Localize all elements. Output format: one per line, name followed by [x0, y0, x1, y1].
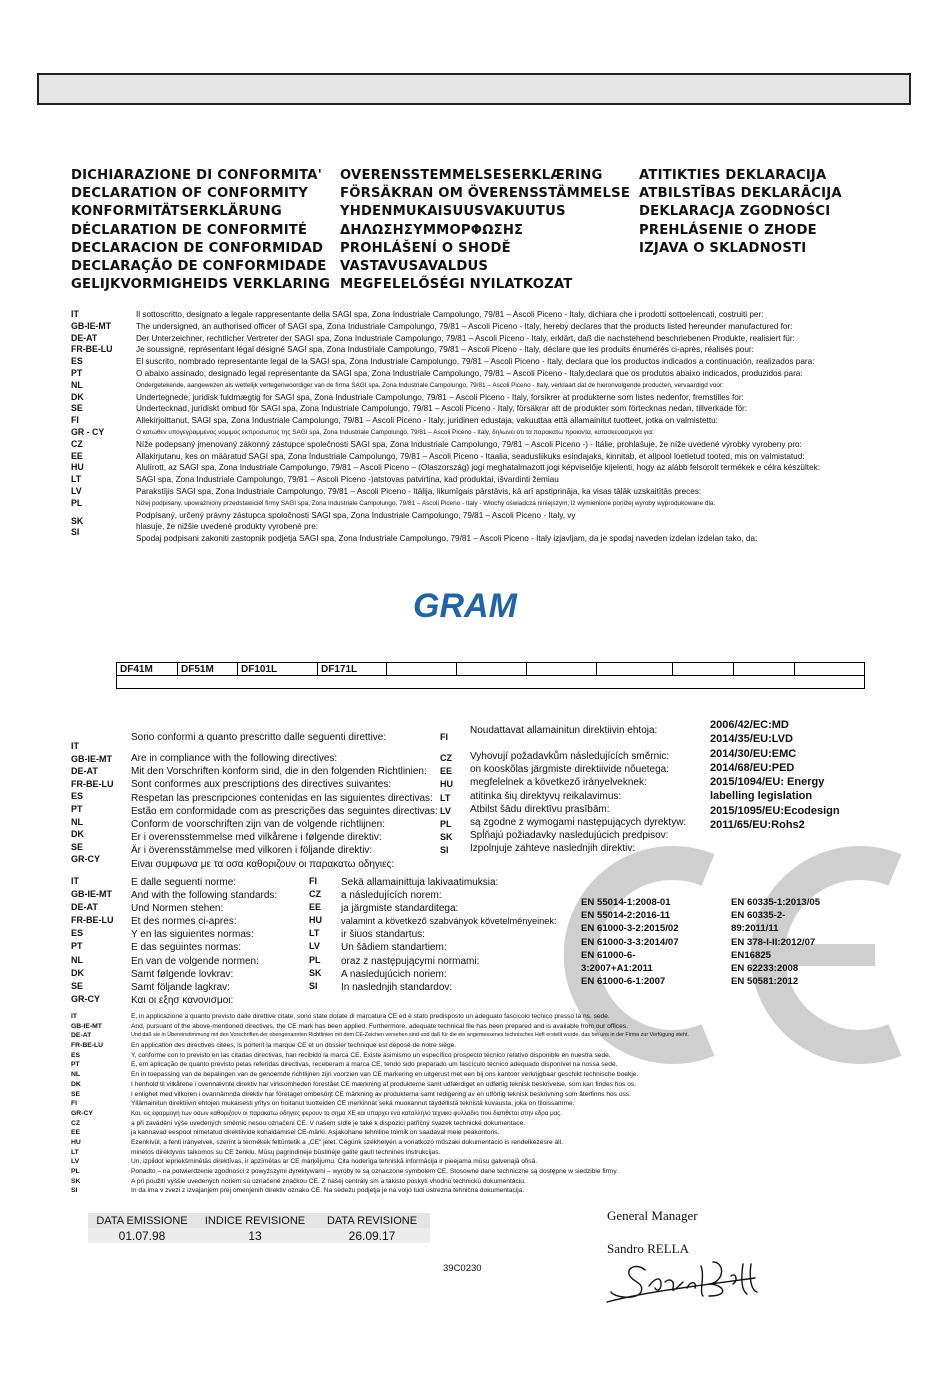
lang-code: SE	[71, 403, 83, 414]
lang-code: HU	[71, 1138, 81, 1146]
directives-list	[710, 718, 840, 832]
intro-line: Undertecknad, juridiskt ombud för SAGI spa, Zona Industriale Campolungo, 79/81 – Ascoli Piceno - Italy, försäkrar att de produkter som förtecknas nedan, tillverkade för:	[136, 404, 748, 414]
lang-code: FR-BE-LU	[71, 778, 114, 789]
standard-item: EN 55014-1:2008-01	[581, 897, 671, 908]
ce-line: En application des directives citées, ls portent la marque CE et un dossier technique est déposé de notre siège.	[131, 1042, 457, 1050]
title-line: OVERENSSTEMMELSESERKLÆRING	[340, 168, 603, 183]
lang-code: FI	[440, 732, 448, 742]
lang-code: EE	[71, 450, 83, 461]
gram-logo	[395, 585, 535, 625]
intro-line: SAGI spa, Zona Industriale Campolungo, 79/81 – Ascoli Piceno -)atstovas patvirtina, kad produktai, išvardinti žemiau	[136, 475, 559, 485]
standards-list-2	[731, 896, 820, 988]
title-line: FÖRSÄKRAN OM ÖVERENSSTÄMMELSE	[340, 186, 631, 202]
lang-code: ES	[71, 928, 84, 939]
standard-item: 89:2011/11	[731, 923, 779, 935]
directive-text: megfelelnek a következő irányelveknek:	[470, 777, 647, 789]
lang-code: CZ	[440, 753, 452, 763]
title-line: MEGFELELŐSÉGI NYILATKOZAT	[340, 277, 573, 293]
directive-text: Conform de voorschriften zijn van de volgende richtlijnen:	[131, 818, 386, 830]
model-cell	[734, 663, 795, 676]
revision-value: 13	[248, 1228, 262, 1243]
title-line: DECLARATION OF CONFORMITY	[71, 186, 309, 202]
lang-code: LT	[71, 1148, 79, 1156]
signature-name: Sandro RELLA	[607, 1241, 689, 1256]
model-cell	[527, 663, 597, 676]
lang-code: SI	[71, 1187, 78, 1195]
ce-line: Und daß sie in Übereinstimmung mit den Vorschriften der obengenannten Richtlinien mit dem CE-Zeichen versehen sind und daß für die ein angemessenes technisches Heft erstellt wurde, das bei uns in der Firma zur Verfügung steht.	[131, 1032, 689, 1039]
intro-line: O abaixo assinado, designado legal representante da SAGI spa, Zona Industriale Campolungo, 79/81 – Ascoli Piceno - Italy,declara que os produtos abaixo indicados, produzidos para:	[136, 368, 803, 378]
ce-text-lines	[131, 1012, 859, 1196]
lang-code: FR-BE-LU	[71, 344, 113, 355]
title-line: IZJAVA O SKLADNOSTI	[639, 240, 807, 256]
lang-code: EE	[440, 766, 453, 777]
intro-line: hlasuje, že nižšie uvedené produkty vyrobené pre:	[136, 522, 319, 532]
directive-text: Respetan las prescripciones contenidas en las siguientes directivas:	[131, 792, 433, 804]
directive-item: 2014/35/EU:LVD	[710, 733, 793, 746]
standard-text: E das seguintes normas:	[131, 942, 242, 954]
directives-codes-right	[440, 732, 453, 859]
title-line: KONFORMITÄTSERKLÄRUNG	[71, 204, 282, 220]
ce-line: Ponadto – na potwierdzenie zgodności z powyższymi dyrektywami – wyroby te są oznaczone symbolem CE. Stosowne dane techniczne są dostępne w siedzibie firmy.	[131, 1168, 618, 1175]
directive-text: są zgodne z wymogami następujących dyrektyw:	[470, 816, 687, 828]
lang-code: PL	[71, 497, 83, 508]
models-table	[116, 662, 865, 689]
model-cell	[673, 663, 734, 676]
lang-code: GR-CY	[71, 993, 100, 1004]
lang-code: FI	[309, 876, 317, 886]
directive-text: Mit den Vorschriften konform sind, die in den folgenden Richtlinien:	[131, 766, 427, 778]
lang-code: ES	[71, 1051, 81, 1059]
ce-line: Yllämainitun direktiivin ehtojen mukaisesti yritys on hoitanut tuotteiden CE merkinnät sekä muokannut täydellistä teknistä kuvausta, joka on tiloissamme.	[131, 1100, 575, 1108]
intro-line: Allakirjutanu, kes on määratud SAGI spa, Zona Industriale Campolungo, 79/81 – Ascoli Piceno - Itaalia, seadusliikuks esindajaks, kinnitab, et allpool loetletud tooted, mis on valmistatud:	[136, 451, 805, 461]
ce-line: Y, conforme con lo previsto en las citadas directivas, han recibido la marca CE. Existe asimismo un específico prospecto técnico relativo disponible en nuestra sede.	[131, 1051, 611, 1059]
ce-line: E, in applicazione a quanto previsto dalle direttive citate, sono state dotate di marcatura CE ed è stato predisposto un adeguato fascicolo tecnico presso la ns. sede.	[131, 1013, 610, 1020]
revision-header: INDICE REVISIONE	[204, 1214, 306, 1227]
lang-code: PL	[309, 954, 321, 965]
standard-text: Un šādiem standartiem:	[341, 942, 447, 954]
intro-line: El suscrito, nombrado representante legal de la SAGI spa, Zona Industriale Campolungo, 79/81 – Ascoli Piceno - Italy, declara que los productos indicados a continuación, realizados para:	[136, 357, 815, 367]
ce-line: And, pursuant of the above-mentioned directives, the CE mark has been applied. Furthermore, adequate technical file has been prepared and is available from our offices.	[131, 1022, 628, 1030]
directive-text: atitinka šių direktyvų reikalavimus:	[470, 790, 622, 802]
ce-line: I enlighet med vilkoren i ovannämnda direktiv har företaget ombesörjt CE märkning av produkterna samt redigering av en utförlig teknisk beskrivning som återfinns hos oss.	[131, 1090, 631, 1098]
lang-code: NL	[71, 954, 83, 965]
intro-line: Je soussigné, représentant légal désigné SAGI spa, Zona Industriale Campolungo, 79/81 – Ascoli Piceno - Italy, déclare que les produits énumérés ci-après, réalisés pour:	[136, 345, 754, 355]
lang-code: PT	[71, 1061, 80, 1069]
lang-code: DK	[71, 1080, 81, 1088]
standard-item: EN 61000-6-	[581, 949, 636, 961]
lang-code: LV	[71, 485, 82, 496]
title-line: VASTAVUSAVALDUS	[340, 258, 489, 274]
lang-code: SI	[71, 527, 80, 538]
lang-code: PL	[440, 818, 452, 829]
lang-code: ES	[71, 791, 84, 802]
standards-codes-left	[71, 876, 114, 1007]
lang-code: IT	[71, 876, 79, 886]
lang-code: LV	[440, 805, 451, 816]
lang-code: FI	[71, 415, 79, 426]
directive-text: Sont conformes aux prescriptions des directives suivantes:	[131, 779, 392, 791]
lang-code: IT	[71, 309, 79, 319]
header-bar	[37, 73, 911, 105]
lang-code: LT	[440, 792, 451, 803]
directive-item: 2014/68/EU:PED	[710, 761, 795, 774]
ce-line: I henhold til vilkårene i ovennævnte direktiv har virksomheden forestået CE mærkning af produkterne samt udfærdiget en udførlig teknisk beskrivelse, som kan findes hos os.	[131, 1080, 637, 1088]
standard-text: Samt följande lagkrav:	[131, 981, 230, 993]
standard-item: EN 61000-6-1:2007	[581, 976, 666, 988]
title-line: DÉCLARATION DE CONFORMITÉ	[71, 222, 308, 238]
directive-text: Atbilst šādu direktīvu prasībām:	[470, 803, 610, 815]
intro-line: The undersigned, an authorised officer of SAGI spa, Zona Industriale Campolungo, 79/81 – Ascoli Piceno - Italy, hereby declares that the products listed hereunder manufactured for:	[136, 321, 793, 331]
standard-text: ja järgmiste standarditega:	[341, 903, 459, 915]
revision-value: 01.07.98	[118, 1228, 166, 1243]
lang-code: PT	[71, 941, 83, 952]
model-cell: DF101L	[238, 663, 318, 676]
lang-code: FR-BE-LU	[71, 915, 114, 926]
directive-text: Er i overensstemmelse med vilkårene i følgende direktiv:	[131, 832, 382, 844]
directive-text: on kooskõlas järgmiste direktiivide nõuetega:	[470, 764, 669, 776]
lang-code: DE-AT	[71, 766, 98, 777]
standard-text: ir šiuos standartus:	[341, 929, 425, 941]
directive-item: 2014/30/EU:EMC	[710, 747, 797, 760]
directives-text-right	[470, 724, 686, 856]
standards-text-right	[341, 876, 557, 994]
lang-code: SK	[71, 515, 84, 526]
lang-code: LT	[71, 474, 82, 485]
standard-text: Et des normes ci-apres:	[131, 916, 237, 928]
ce-line: a při zavádění výše uvedených směrnic nesou označení CE. V našem sídle je také k dispozici patřičný svazek technické dokumentace.	[131, 1119, 525, 1127]
standard-text: In naslednjih standardov:	[341, 981, 453, 993]
title-line: ΔΗΛΩΣΗΣΥΜΜΟΡΦΩΣΗΣ	[340, 222, 524, 238]
directive-item: 2015/1095/EU:Ecodesign	[710, 804, 840, 817]
standard-item: 3:2007+A1:2011	[581, 962, 653, 974]
title-line: DICHIARAZIONE DI CONFORMITA'	[71, 168, 322, 183]
revision-value: 26.09.17	[348, 1228, 396, 1243]
directive-text: Eινaι συμφωνα με τα οσα καθοριζουν οι παρακατω οδηγιες:	[131, 858, 395, 870]
titles-col-3	[639, 167, 842, 258]
standard-text: valamint a következő szabványok követelményeinek:	[341, 916, 557, 927]
lang-code: DK	[71, 391, 84, 402]
directive-item: labelling legislation	[710, 790, 813, 803]
intro-line: Niżej podpisany, upoważniony przedstawiciel firmy SAGI spa, Zona Industriale Campolungo, 79/81 – Ascoli Piceno - Italy - Włochy oświadcza niniejszym, iż wymienione poniżej wyroby wyprodukowane dla:	[136, 499, 716, 507]
intro-line: Ο κατωθεν υπογεγραμμενος νομιμος εκπροσωπος της SAGI spa, Zona Industriale Campolungo, 79/81 – Ascoli Piceno - Italy, δηλωνει οτι τα παρακατω προιοντα, κατασκευασμενα για:	[136, 428, 654, 436]
lang-code: SI	[440, 845, 449, 856]
directives-codes-left	[71, 740, 114, 866]
lang-code: CZ	[309, 889, 321, 900]
ce-line: E, em aplicação de quanto previsto pelas referidas directivas, receberam a marca CE, tendo sido preparado um fascículo técnico adequado disponível na nossa sede.	[131, 1061, 618, 1069]
lang-code: SI	[309, 980, 318, 991]
directive-text: Är i överensstämmelse med vilkoren i följande direktiv:	[131, 845, 373, 857]
title-line: GELIJKVORMIGHEIDS VERKLARING	[71, 277, 331, 293]
title-line: DEKLARACJA ZGODNOŚCI	[639, 204, 831, 220]
lang-code: SK	[440, 832, 453, 843]
model-cell	[795, 663, 865, 676]
signature-title: General Manager	[607, 1208, 698, 1223]
intro-line: Spodaj podpisani zakoniti zastopnik podjetja SAGI spa, Zona Industriale Campolungo, 79/81 – Ascoli Piceno - Italy izjavljam, da je spodaj naveden izdelan izdelan tako, da:	[136, 534, 758, 544]
lang-code: NL	[71, 1071, 81, 1079]
directive-item: 2011/65/EU:Rohs2	[710, 819, 805, 832]
model-cell: DF41M	[117, 663, 178, 676]
ce-line: In da ima v zvezi z izvajanjem prej omenjenih direktiv oznako CE. Na sedežu podjetja je na voljo tudi ustrezna tehnična dokumentacija.	[131, 1187, 525, 1195]
titles-col-2	[340, 167, 630, 294]
standard-text: E dalle seguenti norme:	[131, 877, 237, 888]
directive-text: Are in compliance with the following directives:	[131, 753, 338, 764]
lang-code: NL	[71, 816, 83, 827]
lang-code: GB-IE-MT	[71, 889, 112, 900]
logo-text: GRAM	[413, 587, 517, 625]
directive-text: Noudattavat allamainitun direktiivin ehtoja:	[470, 725, 658, 736]
intro-line: Alulírott, az SAGI spa, Zona Industriale Campolungo, 79/81 – Ascoli Piceno – (Olaszország) jogi meghatalmazott jogi képviselője kijelenti, hogy az alább felsorolt termékek e célra készültek:	[136, 463, 821, 473]
lang-code: LV	[71, 1158, 80, 1166]
directive-text: Sono conformi a quanto prescritto dalle seguenti direttive:	[131, 732, 387, 743]
lang-code: IT	[71, 741, 79, 751]
directives-text-left	[131, 731, 438, 871]
lang-code: GR - CY	[71, 426, 105, 437]
lang-code: CZ	[71, 438, 83, 449]
lang-code: IT	[71, 1013, 78, 1020]
revision-header: DATA EMISSIONE	[96, 1214, 188, 1227]
lang-code: EE	[309, 902, 322, 913]
lang-code: HU	[440, 779, 453, 790]
lang-code: GR-CY	[71, 1109, 93, 1117]
title-line: DECLARACION DE CONFORMIDAD	[71, 240, 324, 256]
lang-code: SK	[71, 1177, 81, 1185]
revision-table	[88, 1213, 430, 1243]
lang-code: GB-IE-MT	[71, 320, 112, 331]
standard-item: EN 60335-2-	[731, 910, 786, 922]
lang-code: HU	[71, 462, 84, 473]
standards-list-1	[581, 896, 679, 988]
models-table-wrap	[116, 662, 865, 689]
revision-table-wrap	[88, 1213, 430, 1243]
intro-line: Il sottoscritto, designato a legale rappresentante della SAGI spa, Zona Industriale Campolungo, 79/81 – Ascoli Piceno - Italy, dichiara che i prodotti sottoelencati, costruiti per:	[136, 310, 764, 319]
directive-item: 2006/42/EC:MD	[710, 719, 789, 731]
revision-header: DATA REVISIONE	[326, 1214, 418, 1227]
lang-code: EE	[71, 1129, 81, 1137]
lang-code: DK	[71, 967, 84, 978]
lang-code: FR-BE-LU	[71, 1042, 104, 1050]
lang-code: PT	[71, 803, 83, 814]
model-cell: DF51M	[178, 663, 238, 676]
standard-text: Sekä allamainittuja lakivaatimuksia:	[341, 877, 499, 888]
standard-text: En van de volgende normen:	[131, 955, 259, 967]
lang-code: DE-AT	[71, 1032, 92, 1040]
ce-line: Ezenkívül, a fenti irányelvek, szerint a termékek feltüntetik a „CE" jelet. Cégünk székhelyén a vonatkozó műszaki dokumentáció is rendelkezésre áll.	[131, 1138, 563, 1146]
standards-codes-right	[309, 876, 322, 994]
lang-code: ES	[71, 356, 83, 367]
lang-code: PL	[71, 1168, 80, 1175]
lang-code: SE	[71, 1090, 81, 1098]
standard-text: Και οι εξησ κανονισμοι:	[131, 994, 234, 1006]
lang-code: SK	[309, 967, 322, 978]
lang-code: DK	[71, 829, 84, 840]
directive-text: Izpolnjuje zahteve naslednjih direktiv:	[470, 843, 636, 855]
intro-text	[136, 309, 856, 545]
intro-codes	[71, 309, 113, 539]
ce-line: minėtos direktyvos taikomos su CE ženklu. Mūsų pagrindinėje būstinėje galite gauti technines instrukcijas.	[131, 1148, 441, 1156]
title-line: ATBILSTĪBAS DEKLARĀCIJA	[639, 186, 842, 202]
model-row-blank	[117, 676, 865, 689]
standard-item: EN 62233:2008	[731, 962, 799, 974]
intro-line: Der Unterzeichner, rechtlicher Vertreter der SAGI spa, Zona Industriale Campolungo, 79/81 – Ascoli Piceno - Italy, erklärt, daß die nachstehend beschriebenen Produkte, realisiert für:	[136, 333, 795, 343]
intro-line: Podpísaný, určený právny zástupca spoločnosti SAGI spa, Zona Industriale Campolungo, 79/81 – Ascoli Piceno - Italy, vy	[136, 510, 576, 520]
intro-line: Allekirjoittanut, SAGI spa, Zona Industriale Campolungo, 79/81 – Ascoli Piceno - Italy, juridinen edustaja, vakuuttaa että allamainitut tuotteet, jotka on valmistettu:	[136, 416, 718, 426]
lang-code: GB-IE-MT	[71, 753, 112, 764]
intro-line: Ondergetekende, aangewezen als wettelijk vertegenwoordiger van de firma SAGI spa, Zona Industriale Campolungo, 79/81 – Ascoli Piceno - Italy, verklaart dat de hieronvolgende producten, vervaardigd voor:	[136, 381, 724, 389]
standard-item: EN 60335-1:2013/05	[731, 897, 821, 908]
ce-text-codes	[71, 1012, 103, 1196]
document-code: 39C0230	[443, 1263, 482, 1274]
lang-code: CZ	[71, 1119, 81, 1127]
titles-col-1	[71, 167, 330, 294]
lang-code: SE	[71, 841, 84, 852]
standard-item: EN 50581:2012	[731, 976, 799, 988]
title-line: YHDENMUKAISUUSVAKUUTUS	[340, 204, 566, 220]
ce-line: Και, εις εφαρμογη των οσων καθοριζουν οι παρακατω οδηγιες φερουν το σημα ΧΕ και υπαρχει ενα καταλληλο τεχνικο φυλλαδιο που διατιθεται στην εδρα μας.	[131, 1109, 562, 1117]
standard-item: EN 55014-2:2016-11	[581, 910, 671, 922]
directive-item: 2015/1094/EU: Energy	[710, 776, 825, 789]
ce-line: En in toepassing van de bepalingen van de genoemde richtlijnen zijn voorzien van CE markering en uitgerust met een bij ons kantoor verkrijgbaar geschikt technische boekje.	[131, 1071, 639, 1079]
lang-code: DE-AT	[71, 332, 98, 343]
directive-text: Estão em conformidade com as prescrições das seguintes directivas:	[131, 805, 438, 817]
standard-text: Und Normen stehen:	[131, 903, 224, 915]
standard-item: EN 378-I-II:2012/07	[731, 936, 816, 948]
standard-text: a následujících norem:	[341, 890, 442, 902]
directive-text: Vyhovují požadavkům následujících směrnic:	[470, 751, 670, 762]
standards-text-left	[131, 876, 277, 1007]
title-line: PREHLÁSENIE O ZHODE	[639, 222, 817, 238]
title-line: ATITIKTIES DEKLARACIJA	[639, 168, 827, 183]
lang-code: LV	[309, 941, 320, 952]
standard-text: A nasledujúcich noriem:	[341, 968, 447, 980]
title-line: DECLARAÇÃO DE CONFORMIDADE	[71, 258, 327, 274]
intro-line: Parakstījis SAGI spa, Zona Industriale Campolungo, 79/81 – Ascoli Piceno - Itālija, likumīgais pārstāvis, kā arī apstiprināja, ka visas tālāk uzskaitītās preces:	[136, 486, 702, 496]
lang-code: FI	[71, 1100, 78, 1108]
lang-code: PT	[71, 367, 83, 378]
model-cell: DF171L	[318, 663, 387, 676]
lang-code: GB-IE-MT	[71, 1022, 102, 1030]
model-cell	[387, 663, 457, 676]
lang-code: NL	[71, 379, 83, 390]
model-cell	[597, 663, 673, 676]
lang-code: LT	[309, 928, 320, 939]
handwritten-signature	[605, 1256, 765, 1304]
intro-line: Níže podepsaný jmenovaný zákonný zástupce společnosti SAGI spa, Zona Industriale Campolungo, 79/81 – Ascoli Piceno -) - Itálie, prohlašuje, že níže uvedené výrobky vyrobeny pro:	[136, 439, 802, 449]
ce-line: Un, izpildot iepriekšminētās direktīvas, ir apzīmētas ar CE marķējumu. Cita noderīga tehniskā informācija ir pieejama mūsu galvenajā ofisā.	[131, 1158, 538, 1166]
lang-code: GR-CY	[71, 854, 100, 865]
directive-text: Spĺňajú požiadavky nasledujúcich predpisov:	[470, 830, 669, 842]
title-line: PROHLÁŠENÍ O SHODĚ	[340, 240, 511, 256]
standard-item: EN 61000-3-2:2015/02	[581, 923, 679, 935]
standard-text: oraz z następującymi normami:	[341, 955, 480, 967]
standard-text: Samt følgende lovkrav:	[131, 968, 234, 980]
ce-line: ja kannavad eespool nimetatud direktiivide kohaldamisel CE-märki. Asjakohane tehniline toimik on saadaval meie peakontoris.	[131, 1129, 500, 1137]
lang-code: DE-AT	[71, 902, 98, 913]
standard-text: Y en las siguientes normas:	[131, 929, 254, 941]
standard-item: EN16825	[731, 949, 772, 961]
model-cell	[457, 663, 527, 676]
standard-item: EN 61000-3-3:2014/07	[581, 936, 679, 948]
lang-code: SE	[71, 980, 84, 991]
lang-code: HU	[309, 915, 322, 926]
intro-line: Undertegnede, juridisk fuldmægtig for SAGI spa, Zona Industriale Campolungo, 79/81 – Ascoli Piceno - Italy, forsikrer at produkterne som listes nedenfor, fremstilles for:	[136, 392, 744, 402]
ce-line: A pri použití vyššie uvedených noriem sú označené značkou CE. Z našej centrály sm a takisto poskytí vhodnú technickú dokumentáciu.	[131, 1177, 526, 1185]
standard-text: And with the following standards:	[131, 890, 278, 902]
